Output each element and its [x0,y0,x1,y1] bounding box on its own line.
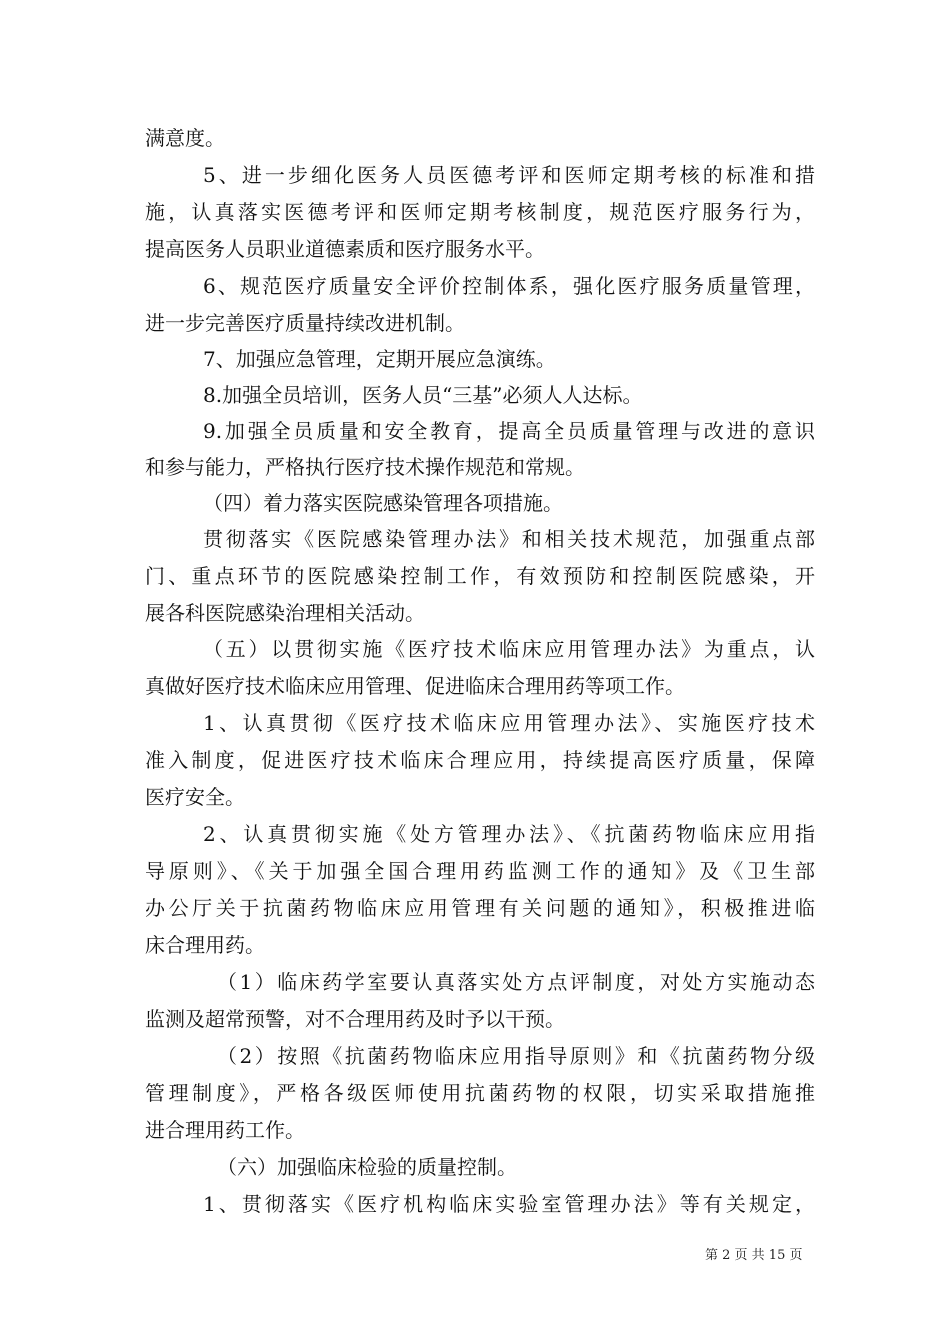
text-line: 1、贯彻落实《医疗机构临床实验室管理办法》等有关规定， [203,1192,815,1216]
text-line: 展各科医院感染治理相关活动。 [145,601,425,625]
text-line: 提高医务人员职业道德素质和医疗服务水平。 [145,237,545,261]
section-heading: （四）着力落实医院感染管理各项措施。 [203,491,563,515]
text-line: 进一步完善医疗质量持续改进机制。 [145,311,465,335]
text-line: 满意度。 [145,126,225,150]
text-line: 门、重点环节的医院感染控制工作，有效预防和控制医院感染，开 [145,564,815,588]
text-line: （2）按照《抗菌药物临床应用指导原则》和《抗菌药物分级 [217,1044,815,1068]
page-number: 第 2 页 共 15 页 [705,1248,803,1263]
text-line: 医疗安全。 [145,785,245,809]
text-line: 真做好医疗技术临床应用管理、促进临床合理用药等项工作。 [145,674,685,698]
text-line: 监测及超常预警，对不合理用药及时予以干预。 [145,1007,565,1031]
text-line: 贯彻落实《医院感染管理办法》和相关技术规范，加强重点部 [203,527,815,551]
text-line: 5、进一步细化医务人员医德考评和医师定期考核的标准和措 [203,163,815,187]
text-line: 2、认真贯彻实施《处方管理办法》、《抗菌药物临床应用指 [203,822,815,846]
text-line: 办公厅关于抗菌药物临床应用管理有关问题的通知》，积极推进临 [145,896,815,920]
text-line: 8.加强全员培训，医务人员“三基”必须人人达标。 [203,383,643,407]
section-heading: （五）以贯彻实施《医疗技术临床应用管理办法》为重点，认 [203,637,815,661]
text-line: 准入制度，促进医疗技术临床合理应用，持续提高医疗质量，保障 [145,748,815,772]
text-line: 导原则》、《关于加强全国合理用药监测工作的通知》及《卫生部 [145,859,815,883]
text-line: 1、认真贯彻《医疗技术临床应用管理办法》、实施医疗技术 [203,711,815,735]
text-line: 管理制度》，严格各级医师使用抗菌药物的权限，切实采取措施推 [145,1081,815,1105]
text-line: 6、规范医疗质量安全评价控制体系，强化医疗服务质量管理， [203,274,815,298]
text-line: 7、加强应急管理，定期开展应急演练。 [203,347,556,371]
text-line: 9.加强全员质量和安全教育，提高全员质量管理与改进的意识 [203,419,815,443]
text-line: （1）临床药学室要认真落实处方点评制度，对处方实施动态 [217,970,815,994]
text-line: 施，认真落实医德考评和医师定期考核制度，规范医疗服务行为， [145,200,815,224]
text-line: 和参与能力，严格执行医疗技术操作规范和常规。 [145,455,585,479]
text-line: 床合理用药。 [145,933,265,957]
section-heading: （六）加强临床检验的质量控制。 [217,1155,517,1179]
text-line: 进合理用药工作。 [145,1118,305,1142]
